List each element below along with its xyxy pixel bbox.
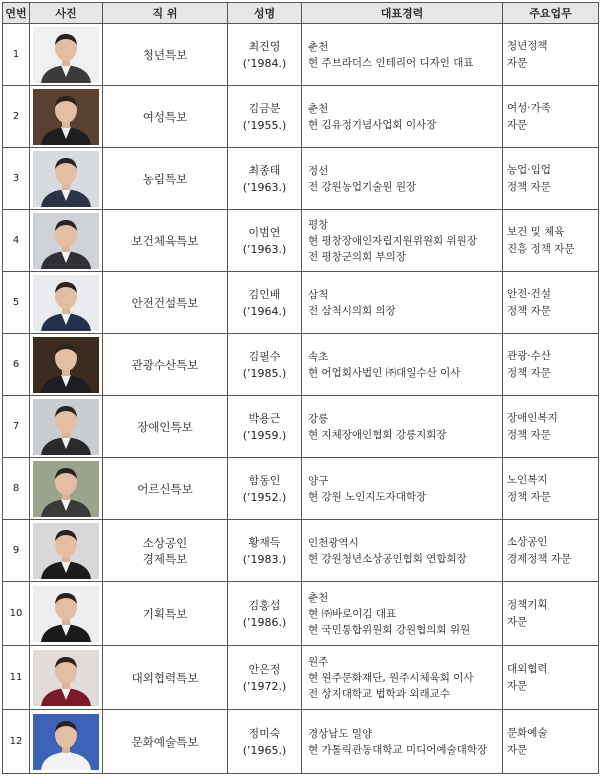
role-text: 대외협력특보 — [131, 670, 199, 685]
birth-year: (’1955.) — [242, 118, 287, 132]
header-no: 연번 — [3, 3, 30, 24]
header-role: 직 위 — [103, 3, 228, 24]
photo-cell — [30, 710, 103, 774]
career-cell — [302, 458, 503, 520]
person-photo-icon — [33, 337, 99, 393]
person-name: 함동인 — [248, 473, 281, 487]
table-row — [3, 520, 599, 582]
duty-line: 소상공인 — [507, 535, 548, 548]
career-line: 현 강원청년소상공인협회 연합회장 — [308, 552, 467, 565]
duty-line: 자문 — [507, 615, 528, 628]
person-photo-icon — [33, 89, 99, 145]
duty-line: 경제정책 자문 — [507, 552, 572, 565]
person-photo-icon — [33, 714, 99, 770]
name-cell — [228, 646, 302, 710]
duty-line: 정책 자문 — [507, 490, 551, 503]
birth-year: (’1984.) — [242, 56, 287, 70]
career-line: 전 강원농업기술원 원장 — [308, 180, 417, 193]
person-photo-icon — [33, 650, 99, 706]
person-name: 김홍섭 — [248, 598, 281, 612]
table-row — [3, 334, 599, 396]
row-number: 3 — [3, 148, 30, 210]
career-line: 삼척 — [308, 288, 329, 301]
name-cell — [228, 272, 302, 334]
table-row — [3, 646, 599, 710]
career-line: 정선 — [308, 164, 329, 177]
name-cell — [228, 458, 302, 520]
career-line: 춘천 — [308, 591, 329, 604]
row-number: 2 — [3, 86, 30, 148]
duty-cell — [503, 458, 599, 520]
person-photo-icon — [33, 461, 99, 517]
duty-line: 안전·건설 — [507, 287, 551, 300]
table-row — [3, 148, 599, 210]
role-text: 장애인특보 — [137, 419, 193, 434]
role-cell — [103, 272, 228, 334]
career-cell — [302, 646, 503, 710]
career-line: 속초 — [308, 350, 329, 363]
row-number: 4 — [3, 210, 30, 272]
career-line: 현 원주문화재단, 원주시체육회 이사 — [308, 671, 474, 684]
role-text: 소상공인 — [142, 535, 188, 550]
role-cell — [103, 458, 228, 520]
role-text: 경제특보 — [142, 551, 188, 566]
career-line: 현 주브라더스 인테리어 디자인 대표 — [308, 56, 474, 69]
person-name: 박용근 — [248, 411, 281, 425]
duty-line: 정책 자문 — [507, 180, 551, 193]
career-cell — [302, 334, 503, 396]
table-row — [3, 396, 599, 458]
duty-line: 보건 및 체육 — [507, 225, 565, 238]
career-line: 현 강원 노인지도자대학장 — [308, 490, 427, 503]
career-line: 평창 — [308, 218, 329, 231]
person-name: 김필수 — [248, 349, 281, 363]
career-cell — [302, 24, 503, 86]
person-photo-icon — [33, 586, 99, 642]
role-cell — [103, 334, 228, 396]
photo-cell — [30, 334, 103, 396]
person-name: 안은정 — [248, 662, 281, 676]
header-photo: 사진 — [30, 3, 103, 24]
birth-year: (’1986.) — [242, 615, 287, 629]
role-cell — [103, 210, 228, 272]
duty-cell — [503, 710, 599, 774]
role-text: 문화예술특보 — [131, 734, 199, 749]
row-number: 12 — [3, 710, 30, 774]
name-cell — [228, 520, 302, 582]
table-row — [3, 710, 599, 774]
duty-line: 정책 자문 — [507, 366, 551, 379]
role-cell — [103, 646, 228, 710]
table-row — [3, 210, 599, 272]
role-cell — [103, 710, 228, 774]
career-line: 인천광역시 — [308, 536, 359, 549]
career-cell — [302, 272, 503, 334]
role-text: 여성특보 — [142, 109, 188, 124]
career-line: 현 가톨릭관동대학교 미디어예술대학장 — [308, 743, 488, 756]
role-text: 농림특보 — [142, 171, 188, 186]
duty-line: 장애인복지 — [507, 411, 558, 424]
career-line: 전 삼척시의회 의장 — [308, 304, 396, 317]
row-number: 1 — [3, 24, 30, 86]
table-row — [3, 24, 599, 86]
row-number: 6 — [3, 334, 30, 396]
duty-cell — [503, 148, 599, 210]
role-text: 기획특보 — [142, 606, 188, 621]
person-photo-icon — [33, 27, 99, 83]
photo-cell — [30, 458, 103, 520]
photo-cell — [30, 148, 103, 210]
birth-year: (’1959.) — [242, 428, 287, 442]
person-photo-icon — [33, 275, 99, 331]
duty-line: 관광·수산 — [507, 349, 551, 362]
table-header-row — [3, 3, 599, 24]
photo-cell — [30, 24, 103, 86]
duty-line: 노인복지 — [507, 473, 548, 486]
career-line: 현 지체장애인협회 강릉지회장 — [308, 428, 447, 441]
duty-cell — [503, 396, 599, 458]
role-text: 어르신특보 — [137, 481, 193, 496]
person-name: 김인배 — [248, 287, 281, 301]
duty-cell — [503, 582, 599, 646]
advisor-table-container — [2, 2, 599, 774]
birth-year: (’1963.) — [242, 242, 287, 256]
career-line: 현 ㈜바로이김 대표 — [308, 607, 397, 620]
career-line: 현 김유정기념사업회 이사장 — [308, 118, 437, 131]
row-number: 8 — [3, 458, 30, 520]
career-cell — [302, 86, 503, 148]
person-name: 이범연 — [248, 225, 281, 239]
row-number: 11 — [3, 646, 30, 710]
photo-cell — [30, 646, 103, 710]
duty-cell — [503, 272, 599, 334]
name-cell — [228, 148, 302, 210]
duty-line: 자문 — [507, 679, 528, 692]
duty-cell — [503, 210, 599, 272]
birth-year: (’1983.) — [242, 552, 287, 566]
duty-line: 자문 — [507, 118, 528, 131]
photo-cell — [30, 210, 103, 272]
career-line: 강릉 — [308, 412, 329, 425]
role-cell — [103, 520, 228, 582]
birth-year: (’1963.) — [242, 180, 287, 194]
table-row — [3, 458, 599, 520]
photo-cell — [30, 582, 103, 646]
birth-year: (’1972.) — [242, 679, 287, 693]
duty-line: 정책 자문 — [507, 428, 551, 441]
name-cell — [228, 86, 302, 148]
duty-cell — [503, 334, 599, 396]
career-line: 양구 — [308, 474, 329, 487]
role-cell — [103, 396, 228, 458]
duty-line: 여성·가족 — [507, 101, 551, 114]
career-line: 현 평창장애인자립지원위원회 위원장 — [308, 234, 477, 247]
career-cell — [302, 396, 503, 458]
duty-line: 청년정책 — [507, 39, 548, 52]
person-name: 최진영 — [248, 39, 281, 53]
person-photo-icon — [33, 151, 99, 207]
duty-line: 자문 — [507, 743, 528, 756]
table-row — [3, 86, 599, 148]
duty-cell — [503, 24, 599, 86]
birth-year: (’1985.) — [242, 366, 287, 380]
role-text: 관광수산특보 — [131, 357, 199, 372]
duty-cell — [503, 520, 599, 582]
photo-cell — [30, 396, 103, 458]
person-name: 정미숙 — [248, 726, 281, 740]
career-line: 원주 — [308, 655, 329, 668]
person-photo-icon — [33, 399, 99, 455]
person-name: 황재득 — [248, 535, 281, 549]
birth-year: (’1965.) — [242, 743, 287, 757]
person-name: 김금분 — [248, 101, 281, 115]
duty-line: 문화예술 — [507, 726, 548, 739]
duty-line: 농업·임업 — [507, 163, 551, 176]
name-cell — [228, 334, 302, 396]
header-career: 대표경력 — [302, 3, 503, 24]
duty-line: 대외협력 — [507, 662, 548, 675]
header-duty: 주요업무 — [503, 3, 599, 24]
career-cell — [302, 210, 503, 272]
photo-cell — [30, 520, 103, 582]
duty-line: 정책기획 — [507, 598, 548, 611]
career-line: 춘천 — [308, 40, 329, 53]
career-cell — [302, 148, 503, 210]
duty-line: 자문 — [507, 56, 528, 69]
career-line: 현 국민통합위원회 강원협의회 위원 — [308, 623, 471, 636]
header-name: 성명 — [228, 3, 302, 24]
role-cell — [103, 24, 228, 86]
role-text: 청년특보 — [142, 47, 188, 62]
career-line: 경상남도 밀양 — [308, 727, 373, 740]
person-photo-icon — [33, 213, 99, 269]
career-line: 전 상지대학교 법학과 외래교수 — [308, 687, 450, 700]
name-cell — [228, 24, 302, 86]
advisor-table — [2, 2, 599, 774]
career-cell — [302, 710, 503, 774]
career-cell — [302, 520, 503, 582]
birth-year: (’1964.) — [242, 304, 287, 318]
role-cell — [103, 582, 228, 646]
row-number: 10 — [3, 582, 30, 646]
career-line: 춘천 — [308, 102, 329, 115]
photo-cell — [30, 86, 103, 148]
person-name: 최종태 — [248, 163, 281, 177]
row-number: 5 — [3, 272, 30, 334]
row-number: 9 — [3, 520, 30, 582]
career-cell — [302, 582, 503, 646]
person-photo-icon — [33, 523, 99, 579]
duty-line: 진흥 정책 자문 — [507, 242, 575, 255]
birth-year: (’1952.) — [242, 490, 287, 504]
career-line: 전 평창군의회 부의장 — [308, 250, 406, 263]
career-line: 현 어업회사법인 ㈜대일수산 이사 — [308, 366, 461, 379]
name-cell — [228, 210, 302, 272]
role-text: 보건체육특보 — [131, 233, 199, 248]
duty-cell — [503, 86, 599, 148]
name-cell — [228, 710, 302, 774]
row-number: 7 — [3, 396, 30, 458]
name-cell — [228, 396, 302, 458]
role-cell — [103, 148, 228, 210]
table-row — [3, 582, 599, 646]
table-row — [3, 272, 599, 334]
role-cell — [103, 86, 228, 148]
duty-line: 정책 자문 — [507, 304, 551, 317]
photo-cell — [30, 272, 103, 334]
role-text: 안전건설특보 — [131, 295, 199, 310]
name-cell — [228, 582, 302, 646]
duty-cell — [503, 646, 599, 710]
